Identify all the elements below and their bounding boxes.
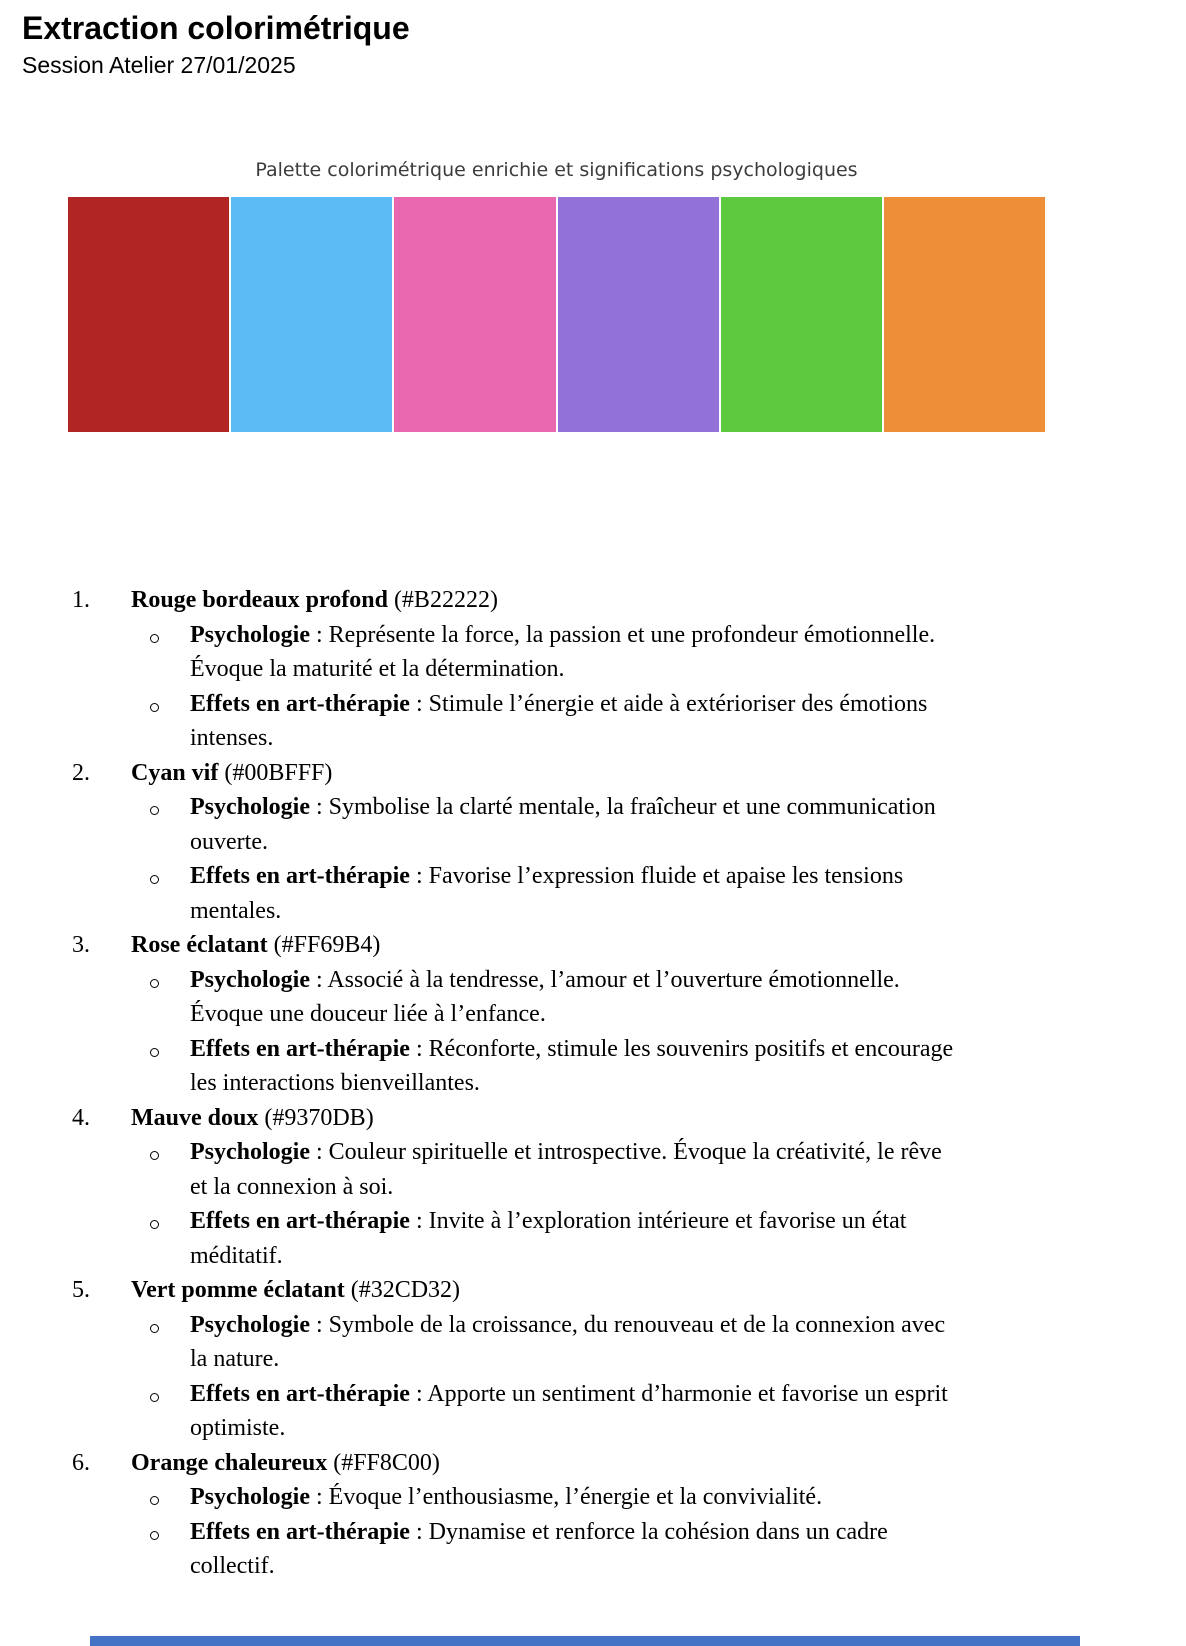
palette-swatches: [68, 197, 1045, 432]
circle-bullet-icon: [150, 1480, 190, 1515]
bullet-label: Effets en art-thérapie: [190, 1518, 410, 1545]
bullet-label: Effets en art-thérapie: [190, 1208, 410, 1234]
bullet-text: Effets en art-thérapie : Favorise l’expression fluide et apaise les tensions mentales.: [190, 863, 904, 924]
bullet-text: Psychologie : Couleur spirituelle et introspective. Évoque la créativité, le rêve et la connexion à soi.: [190, 1139, 942, 1200]
sub-bullet: [64, 1377, 1129, 1446]
color-hex-label: (#00BFFF): [218, 759, 333, 786]
circle-bullet-icon: [150, 1135, 190, 1204]
bullet-text: Effets en art-thérapie : Réconforte, stimule les souvenirs positifs et encourage les interactions bienveillantes.: [190, 1035, 954, 1096]
item-title: [131, 756, 332, 791]
color-name: Mauve doux: [131, 1104, 259, 1131]
bullet-text: Psychologie : Symbolise la clarté mentale, la fraîcheur et une communication ouverte.: [190, 794, 936, 855]
bullet-text: Effets en art-thérapie : Invite à l’exploration intérieure et favorise un état méditatif.: [190, 1208, 907, 1269]
circle-bullet-icon: [150, 1308, 190, 1377]
color-hex-label: (#FF69B4): [267, 932, 381, 958]
bullet-label: Psychologie: [190, 1139, 310, 1165]
palette-figure: [68, 158, 1045, 432]
circle-bullet-icon: [150, 1377, 190, 1446]
list-item-header: [64, 1273, 1129, 1308]
color-name: Orange chaleureux: [131, 1449, 328, 1476]
color-hex-label: (#FF8C00): [327, 1449, 440, 1476]
item-number: 2.: [72, 759, 90, 786]
circle-bullet-icon: [150, 1204, 190, 1273]
bullet-text: Psychologie : Évoque l’enthousiasme, l’énergie et la convivialité.: [190, 1484, 823, 1510]
bullet-text: Effets en art-thérapie : Stimule l’énergie et aide à extérioriser des émotions intenses.: [190, 690, 928, 751]
list-item-header: [64, 756, 1129, 791]
bullet-text: Psychologie : Associé à la tendresse, l’amour et l’ouverture émotionnelle. Évoque une douceur liée à l’enfance.: [190, 966, 900, 1027]
palette-swatch: [394, 197, 555, 432]
list-item-header: [64, 1101, 1129, 1136]
page-subtitle: Session Atelier 27/01/2025: [22, 52, 296, 78]
bottom-blue-bar: [90, 1636, 1080, 1646]
palette-swatch: [721, 197, 882, 432]
palette-swatch: [231, 197, 392, 432]
circle-bullet-icon: [150, 963, 190, 1032]
sub-bullet: [64, 1032, 1129, 1101]
circle-bullet-icon: [150, 1032, 190, 1101]
item-title: [131, 1101, 374, 1136]
circle-bullet-icon: [150, 687, 190, 756]
sub-bullet: [64, 790, 1129, 859]
circle-bullet-icon: [150, 1515, 190, 1584]
bullet-label: Psychologie: [190, 794, 310, 820]
circle-bullet-icon: [150, 859, 190, 928]
item-title: [131, 928, 380, 963]
document-header: [22, 8, 410, 79]
bullet-label: Psychologie: [190, 1484, 310, 1510]
sub-bullet: [64, 1135, 1129, 1204]
sub-bullet: [64, 859, 1129, 928]
bullet-label: Effets en art-thérapie: [190, 1035, 410, 1062]
sub-bullet: [64, 1515, 1129, 1584]
page-title: Extraction colorimétrique: [22, 10, 410, 46]
item-number: 1.: [72, 587, 90, 613]
color-list: [64, 583, 1129, 1584]
palette-swatch: [68, 197, 229, 432]
bullet-text: Psychologie : Représente la force, la passion et une profondeur émotionnelle. Évoque la maturité et la détermination.: [190, 621, 936, 682]
sub-bullet: [64, 1480, 1129, 1515]
sub-bullet: [64, 1204, 1129, 1273]
bullet-label: Psychologie: [190, 1311, 310, 1338]
bullet-text: Effets en art-thérapie : Dynamise et renforce la cohésion dans un cadre collectif.: [190, 1518, 888, 1579]
color-name: Rose éclatant: [131, 932, 268, 958]
item-title: [131, 583, 498, 618]
item-number: 6.: [72, 1449, 90, 1476]
list-item-header: [64, 928, 1129, 963]
bullet-label: Psychologie: [190, 966, 310, 993]
palette-swatch: [884, 197, 1045, 432]
color-name: Rouge bordeaux profond: [131, 587, 388, 613]
list-item-header: [64, 583, 1129, 618]
bullet-text: Psychologie : Symbole de la croissance, du renouveau et de la connexion avec la nature.: [190, 1311, 946, 1372]
sub-bullet: [64, 618, 1129, 687]
sub-bullet: [64, 1308, 1129, 1377]
color-hex-label: (#B22222): [387, 587, 498, 613]
circle-bullet-icon: [150, 618, 190, 687]
item-number: 5.: [72, 1277, 90, 1303]
color-hex-label: (#9370DB): [258, 1104, 374, 1131]
bullet-label: Effets en art-thérapie: [190, 863, 410, 889]
item-number: 4.: [72, 1104, 90, 1131]
item-title: [131, 1446, 440, 1481]
palette-figure-title: Palette colorimétrique enrichie et significations psychologiques: [255, 159, 858, 181]
list-item-header: [64, 1446, 1129, 1481]
bullet-text: Effets en art-thérapie : Apporte un sentiment d’harmonie et favorise un esprit optimiste.: [190, 1380, 948, 1441]
bullet-label: Psychologie: [190, 621, 310, 648]
bullet-label: Effets en art-thérapie: [190, 1380, 410, 1407]
palette-swatch: [558, 197, 719, 432]
bullet-label: Effets en art-thérapie: [190, 690, 410, 717]
circle-bullet-icon: [150, 790, 190, 859]
color-hex-label: (#32CD32): [344, 1277, 461, 1303]
sub-bullet: [64, 963, 1129, 1032]
color-name: Vert pomme éclatant: [131, 1277, 345, 1303]
sub-bullet: [64, 687, 1129, 756]
item-number: 3.: [72, 932, 90, 958]
item-title: [131, 1273, 460, 1308]
color-name: Cyan vif: [131, 759, 219, 786]
